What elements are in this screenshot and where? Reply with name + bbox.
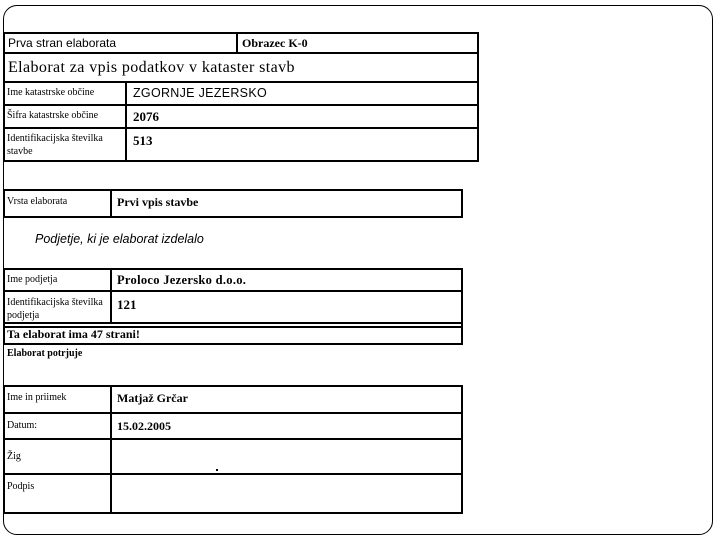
label-divider [110, 385, 112, 514]
company-name-value: Proloco Jezersko d.o.o. [117, 273, 247, 287]
building-id-label: Identifikacijska številka stavbe [7, 133, 103, 157]
stamp-label: Žig [7, 451, 21, 462]
company-id-label: Identifikacijska številka podjetja [7, 297, 103, 321]
header-row-divider [3, 52, 479, 54]
row-divider [3, 104, 479, 106]
form-code: Obrazec K-0 [242, 36, 308, 50]
report-type-table [3, 189, 463, 218]
building-id-value: 513 [133, 133, 153, 148]
row-divider [3, 412, 463, 414]
row-divider [3, 473, 463, 475]
municipality-code-label: Šifra katastrske občine [7, 110, 99, 121]
header-divider [236, 32, 238, 54]
report-type-label: Vrsta elaborata [7, 196, 68, 207]
municipality-label: Ime katastrske občine [7, 87, 95, 98]
municipality-code-value: 2076 [133, 109, 159, 124]
label-divider [110, 268, 112, 324]
report-type-value: Prvi vpis stavbe [117, 195, 199, 209]
title-row-divider [3, 81, 479, 83]
approver-name-label: Ime in priimek [7, 392, 67, 403]
row-divider [3, 438, 463, 440]
date-value: 15.02.2005 [117, 419, 171, 433]
company-id-value: 121 [117, 297, 137, 312]
page-label: Prva stran elaborata [8, 36, 117, 50]
stamp-mark [216, 469, 218, 471]
company-name-label: Ime podjetja [7, 274, 58, 285]
municipality-value: ZGORNJE JEZERSKO [133, 86, 267, 100]
signature-label: Podpis [7, 481, 35, 492]
row-divider [3, 290, 463, 292]
page-count-note: Ta elaborat ima 47 strani! [7, 327, 140, 341]
row-divider [3, 127, 479, 129]
approval-table [3, 385, 463, 514]
document-title: Elaborat za vpis podatkov v kataster stavb [8, 59, 295, 76]
approver-name-value: Matjaž Grčar [117, 391, 188, 405]
company-section-title: Podjetje, ki je elaborat izdelalo [35, 232, 204, 246]
label-divider [125, 81, 127, 162]
approval-section-title: Elaborat potrjuje [7, 348, 83, 359]
label-divider [110, 189, 112, 218]
row-divider [3, 322, 463, 324]
date-label: Datum: [7, 420, 37, 431]
